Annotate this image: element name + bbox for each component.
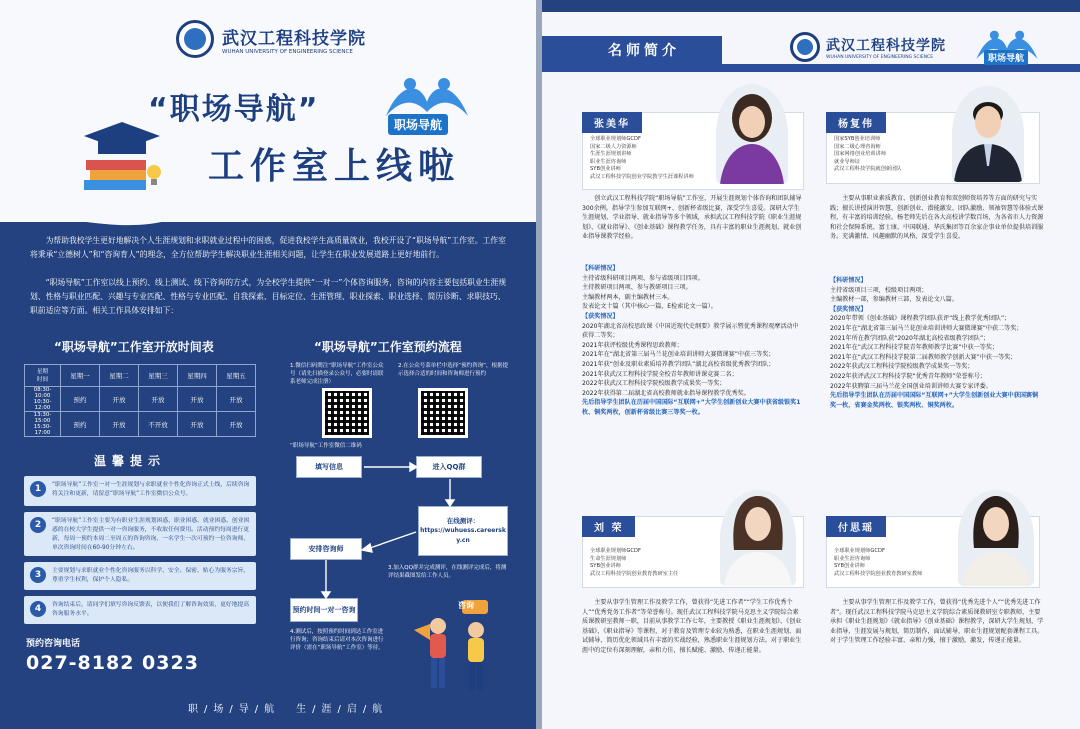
online-test-label: 在线测评： (446, 517, 480, 525)
achievement: 主编教材两本，副主编教材三本。 (582, 293, 674, 301)
teacher-name: 付思瑶 (826, 516, 886, 537)
phone-label: 预约咨询电话 (26, 639, 81, 649)
university-seal-icon (790, 32, 820, 62)
schedule-cell: 开放 (217, 387, 256, 412)
tip-number: 3 (30, 567, 46, 583)
university-logo (790, 32, 946, 62)
credential: 就业导师证 (834, 158, 860, 165)
achievement: 2022年获武汉工程科技学院校级教学成果奖一等奖； (582, 380, 726, 388)
schedule-cell: 开放 (139, 387, 178, 412)
achievement-highlight: 先后指导学生团队在历届中国国际“互联网+”大学生创新创业大赛中获省级银奖1枚、铜奖两枚，创新杯省级比赛三等奖一枚。 (582, 399, 801, 416)
teacher-credentials (834, 548, 922, 578)
teacher-credentials (834, 136, 901, 174)
section-title: 名师简介 (542, 36, 722, 64)
schedule-day: 星期五 (217, 365, 256, 387)
achievement: 2020年湖北省高校思政课《中国近现代史纲要》教学展示暨优秀课程观摩活动中获得二等奖； (582, 322, 799, 340)
achievement: 主编教材一部，参编教材三部，发表论文八篇。 (830, 296, 958, 304)
credential: 生命生涯规划师 (590, 555, 627, 562)
achievement: 2021年所在教学团队获“2020年湖北高校省级教学团队”； (830, 334, 990, 342)
schedule-cell: 开放 (100, 412, 139, 437)
tip-item (24, 596, 256, 624)
achievement: 2022年获得第二届湖北省高校教师就业指导课程教学优秀奖。 (582, 389, 750, 397)
achievement-highlight: 先后指导学生团队在历届中国国际“互联网+”大学生创新创业大赛中获国赛铜奖一枚，省赛金奖两枚、银奖两枚、铜奖两枚。 (830, 392, 1039, 409)
schedule-corner-day: 星期 (36, 368, 48, 375)
university-seal-icon (176, 20, 214, 58)
tip-text: “职场导航”工作室主要为有职业生涯规划困惑、职业困惑、就业困惑、创业困惑的在校大学生提供一对一咨询服务，不收取任何费用。活动预约每周进行更新，每周一预约本周二至周五的咨询咨询，一名学生一次可预约一位咨询师，单次咨询时间在60-90分钟左右。 (52, 518, 250, 551)
flow-appointment: 预约时间一对一咨询 (290, 598, 358, 622)
achievement: 2021年在“湖北省第三届马兰花创业培训讲师大赛微课赛”中获三等奖； (582, 351, 775, 359)
credential: 武汉工程科技学院就创新团队 (834, 166, 902, 172)
headline-top: “职场导航” (148, 92, 320, 127)
tip-number: 4 (30, 601, 46, 617)
credential: 全球职业规划师GCDF (834, 548, 885, 554)
graduation-books-icon (80, 118, 164, 198)
achievement: 主持省级科研项目两项、参与省级项目四项。 (582, 274, 704, 282)
online-test-url: https://wuhuess.careersky.cn (420, 527, 506, 544)
career-nav-label: 职场导航 (388, 114, 448, 135)
credential: 职业生涯咨询师 (834, 555, 871, 562)
achievement: 2020年带领《创业基础》课程教学团队获评“线上教学优秀团队”； (830, 315, 1011, 323)
intro-paragraph-2: “职场导航”工作室以线上预约、线上测试、线下咨询的方式，为全校学生提供“一对一”个体咨询服务，咨询的内容主要包括职业生涯规划、性格与职业匹配、兴趣与专业匹配、性格与专业匹配、自我探索、目标定位、生涯管理、职业探索、职业选择、简历诊断、求职技巧、职前适应等方面。相关工作具体安排如下： (30, 278, 507, 315)
credential: SYB创业讲师 (590, 563, 621, 569)
intro-paragraph-1: 为帮助我校学生更好地解决个人生涯规划和求职就业过程中的困惑，促进我校学生高质量就业，我校开设了“职场导航”工作室。工作室将秉承“立德树人”和“咨询育人”的理念，全方位帮助学生解决职业生涯相关问题，让学生在职业发展道路上更好地前行。 (30, 236, 506, 259)
credential: 武汉工程科技学院创业教育教研室主任 (590, 570, 679, 577)
credential: 国家二级心理咨询师 (834, 143, 881, 150)
right-page (542, 0, 1080, 729)
tips-title: 温馨提示 (94, 454, 167, 468)
university-logo (176, 20, 366, 58)
section-heading: 【科研情况】 (582, 265, 619, 272)
teacher-achievements (830, 276, 1044, 410)
left-page (0, 0, 536, 729)
tip-text: “职场导航”工作室一对一生涯规划与求职就业个性化咨询正式上线，后续咨询将关注和更新，请留意“职场导航”工作室微信公众号。 (52, 482, 250, 497)
section-heading: 【获奖情况】 (830, 305, 867, 313)
people-megaphone-icon (410, 600, 510, 700)
schedule-cell: 不开放 (139, 412, 178, 437)
flow-step2-note: 2.在公众号菜单栏中选择“预约咨询”，根据提示选择合适的时间和咨询师进行预约 (398, 363, 508, 377)
teacher-credentials (590, 136, 694, 181)
credential: 武汉工程科技学院创业学院教学生涯课程讲师 (590, 173, 694, 180)
teacher-name: 张美华 (582, 112, 642, 133)
credential: 职业生涯咨询师 (590, 158, 627, 165)
teacher-portrait (720, 490, 796, 586)
achievement: 主持教研项目两项、参与教研项目三项。 (582, 284, 692, 292)
career-nav-label: 职场导航 (984, 50, 1028, 65)
schedule-cell: 开放 (178, 412, 217, 437)
tip-number: 1 (30, 481, 46, 497)
achievement: 主持省级项目三项，校级项目两项； (830, 286, 928, 294)
credential: 国家二级人力资源师 (590, 143, 637, 150)
schedule-time: 13:30-15:00 15:30-17:00 (25, 412, 61, 437)
headline-bottom: 工作室上线啦 (208, 146, 461, 187)
schedule-title: “职场导航”工作室开放时间表 (54, 340, 214, 354)
tip-text: 咨询结束后，请同学们填写咨询反馈表，以便我们了解咨询效果，更好地提高咨询服务水平。 (52, 602, 250, 617)
qr-code-qq (418, 388, 468, 438)
schedule-cell: 预约 (61, 387, 100, 412)
schedule-row (25, 412, 256, 437)
teacher-name: 杨复伟 (826, 112, 886, 133)
schedule-day: 星期二 (100, 365, 139, 387)
tip-number: 2 (30, 517, 46, 533)
teacher-achievements (582, 264, 804, 418)
credential: 国家网络创业培训讲师 (834, 151, 886, 157)
schedule-row (25, 387, 256, 412)
schedule-cell: 开放 (100, 387, 139, 412)
teacher-name: 刘 荣 (582, 516, 635, 537)
teacher-portrait (952, 86, 1024, 182)
credential: 武汉工程科技学院创业教育教研室教师 (834, 570, 923, 577)
university-name: 武汉工程科技学院 (222, 28, 366, 49)
credential: SYB创业讲师 (834, 563, 865, 569)
schedule-table (24, 364, 256, 437)
schedule-day: 星期三 (139, 365, 178, 387)
university-name: 武汉工程科技学院 (826, 37, 946, 54)
schedule-cell: 开放 (217, 412, 256, 437)
phone-number: 027-8182 0323 (26, 652, 199, 674)
qr-code-wechat (322, 388, 372, 438)
credential: 国家SYB创业培训师 (834, 136, 881, 142)
achievement: 2022年获聘第三届马兰花全国创业培训讲师大赛专家评委。 (830, 382, 992, 390)
section-heading: 【获奖情况】 (582, 312, 619, 320)
achievement: 发表论文十篇（其中核心一篇，E检索论文一篇）。 (582, 303, 717, 311)
credential: SYB创业讲师 (590, 166, 621, 172)
flow-title: “职场导航”工作室预约流程 (314, 340, 462, 354)
tip-item (24, 476, 256, 506)
schedule-day: 星期一 (61, 365, 100, 387)
qr-caption: “职场导航”工作室微信二维码 (290, 443, 362, 449)
top-stripe (542, 0, 1080, 12)
tip-text: 主要规划与求职就业个性化咨询服务以科学、安全、保密、贴心为服务宗旨，尊重学生权利，保护个人隐私。 (52, 568, 250, 583)
flow-fill-info: 填写信息 (296, 456, 362, 478)
university-name-en: WUHAN UNIVERSITY OF ENGINEERING SCIENCE (222, 48, 353, 55)
achievement: 2021年在“武汉工程科技学院青年教师教学比赛”中获一等奖； (830, 344, 999, 352)
achievement: 2022年获武汉工程科技学院校级教学成果奖一等奖； (830, 363, 974, 371)
schedule-header-row (25, 365, 256, 387)
achievement: 2021年在“湖北省第三届马兰花创业培训讲师大赛微课赛”中获二等奖； (830, 324, 1023, 332)
teacher-bio: 主要从事学生管理工作及教学工作，曾获得“优秀先进个人”“优秀先进工作者”。现任武汉工程科技学院马克思主义学院综合素质课教研室专职教师，主要承担《职业生涯规划》《就业指导》《创业基础》课程教学，深研大学生规划，学业指导，生涯发展与规划，简历制作，面试辅导，职业生涯规划配套课程工具。对于学生管理工作经验丰富，亲和力强，擅于激励，激发，传递正能量。 (830, 599, 1044, 645)
credential: 全球职业规划师GCDF (590, 136, 641, 142)
schedule-corner-time: 时间 (36, 376, 48, 383)
achievement: 2022年获评武汉工程科技学院“优秀青年教师”荣誉称号； (830, 372, 986, 380)
schedule-cell: 预约 (61, 412, 100, 437)
teacher-bio: 主要从事职业素质教育、创新创业教育和双创师资培养等方面的研究与实践；擅长讲授演讲智慧、创新创业、潜能激发、团队激励、领袖智慧等体验式课程，有丰富的培训经验。杨老师先后在各大高校讲学数百场，为各省市人力资源和社会保障系统、富士康、中国联通、华氏集团等百余家企事业单位提供培训服务。充满激情、风趣幽默的风格，深受学生喜爱。 (830, 195, 1044, 241)
teacher-portrait (958, 490, 1034, 586)
achievement: 2021年获评校级优秀课程思政教师； (582, 341, 683, 349)
schedule-corner (25, 365, 61, 387)
achievement: 2021年获“创业及职业素质培养教学团队”湖北高校省级优秀教学团队； (582, 360, 775, 368)
credential: 全球职业规划师GCDF (590, 548, 641, 554)
teacher-portrait (716, 84, 788, 184)
teacher-bio: 主要从事学生管理工作及教学工作，曾获得“先进工作者”“学生工作优秀个人”“优秀党务工作者”等荣誉称号。现任武汉工程科技学院马克思主义学院综合素质课教研室教师一职，目前从事教学工作七年，主要教授《职业生涯规划》、《创业基础》、《职业指导》等课程，对于教育及管理专业较为熟悉，在职业生涯规划、面试辅导、简历优化领域具有丰富的实战经验，熟悉职业生涯规划方法。对于职业生涯中的定位有深刻理解，亲和力佳，擅长赋能、激励、传递正能量。 (582, 599, 802, 654)
schedule-day: 星期四 (178, 365, 217, 387)
schedule-time: 08:30-10:00 10:30-12:00 (25, 387, 61, 412)
teacher-credentials (590, 548, 678, 578)
tip-item (24, 562, 256, 590)
achievement: 2021年获武汉工程科技学院全校青年教师讲课竞赛二名； (582, 370, 738, 378)
credential: 生涯生涯规划讲师 (590, 151, 632, 157)
bubble-label: 咨询 (458, 601, 474, 610)
flow-step1-note: 1.微信扫码関注“职场导航”工作室公众号（请先扫描登录公众号，必要时请联系老师完成注册） (290, 363, 384, 385)
schedule-cell: 开放 (178, 387, 217, 412)
flow-step4-note: 4.测试后，按照预约时间到达工作室进行咨询；咨询结束后请对本次咨询进行评价（需在“职场导航”工作室）等待。 (290, 629, 384, 651)
teacher-bio: 创立武汉工程科技学院“职场导航”工作室，开展生涯规划个体咨询和团队辅导300余例。指导学生参加互联网+、创新杯省级比赛，深受学生喜爱。深研大学生生涯规划、学业指导、就业指导等多个领域，承担武汉工程科技学院《职业生涯规划》、《就业指导》、《创业基础》课程教学任务，具有丰富的职业生涯规划、就业创业指导课教学经验。 (582, 195, 802, 241)
flow-step3-note: 3.加入QQ群并完成测评，在线测评完成后，将测评结果截图发给工作人员。 (388, 565, 507, 579)
tip-item (24, 512, 256, 556)
university-name-en: WUHAN UNIVERSITY OF ENGINEERING SCIENCE (826, 54, 934, 60)
achievement: 2021年在“武汉工程科技学院第二届教师教学创新大赛”中获一等奖； (830, 353, 1017, 361)
flow-arrange: 安排咨询师 (290, 538, 362, 560)
flow-join-qq: 进入QQ群 (416, 456, 482, 478)
footer-slogan: 职/场/导/航 生/涯/启/航 (188, 704, 389, 715)
section-heading: 【科研情况】 (830, 277, 867, 284)
